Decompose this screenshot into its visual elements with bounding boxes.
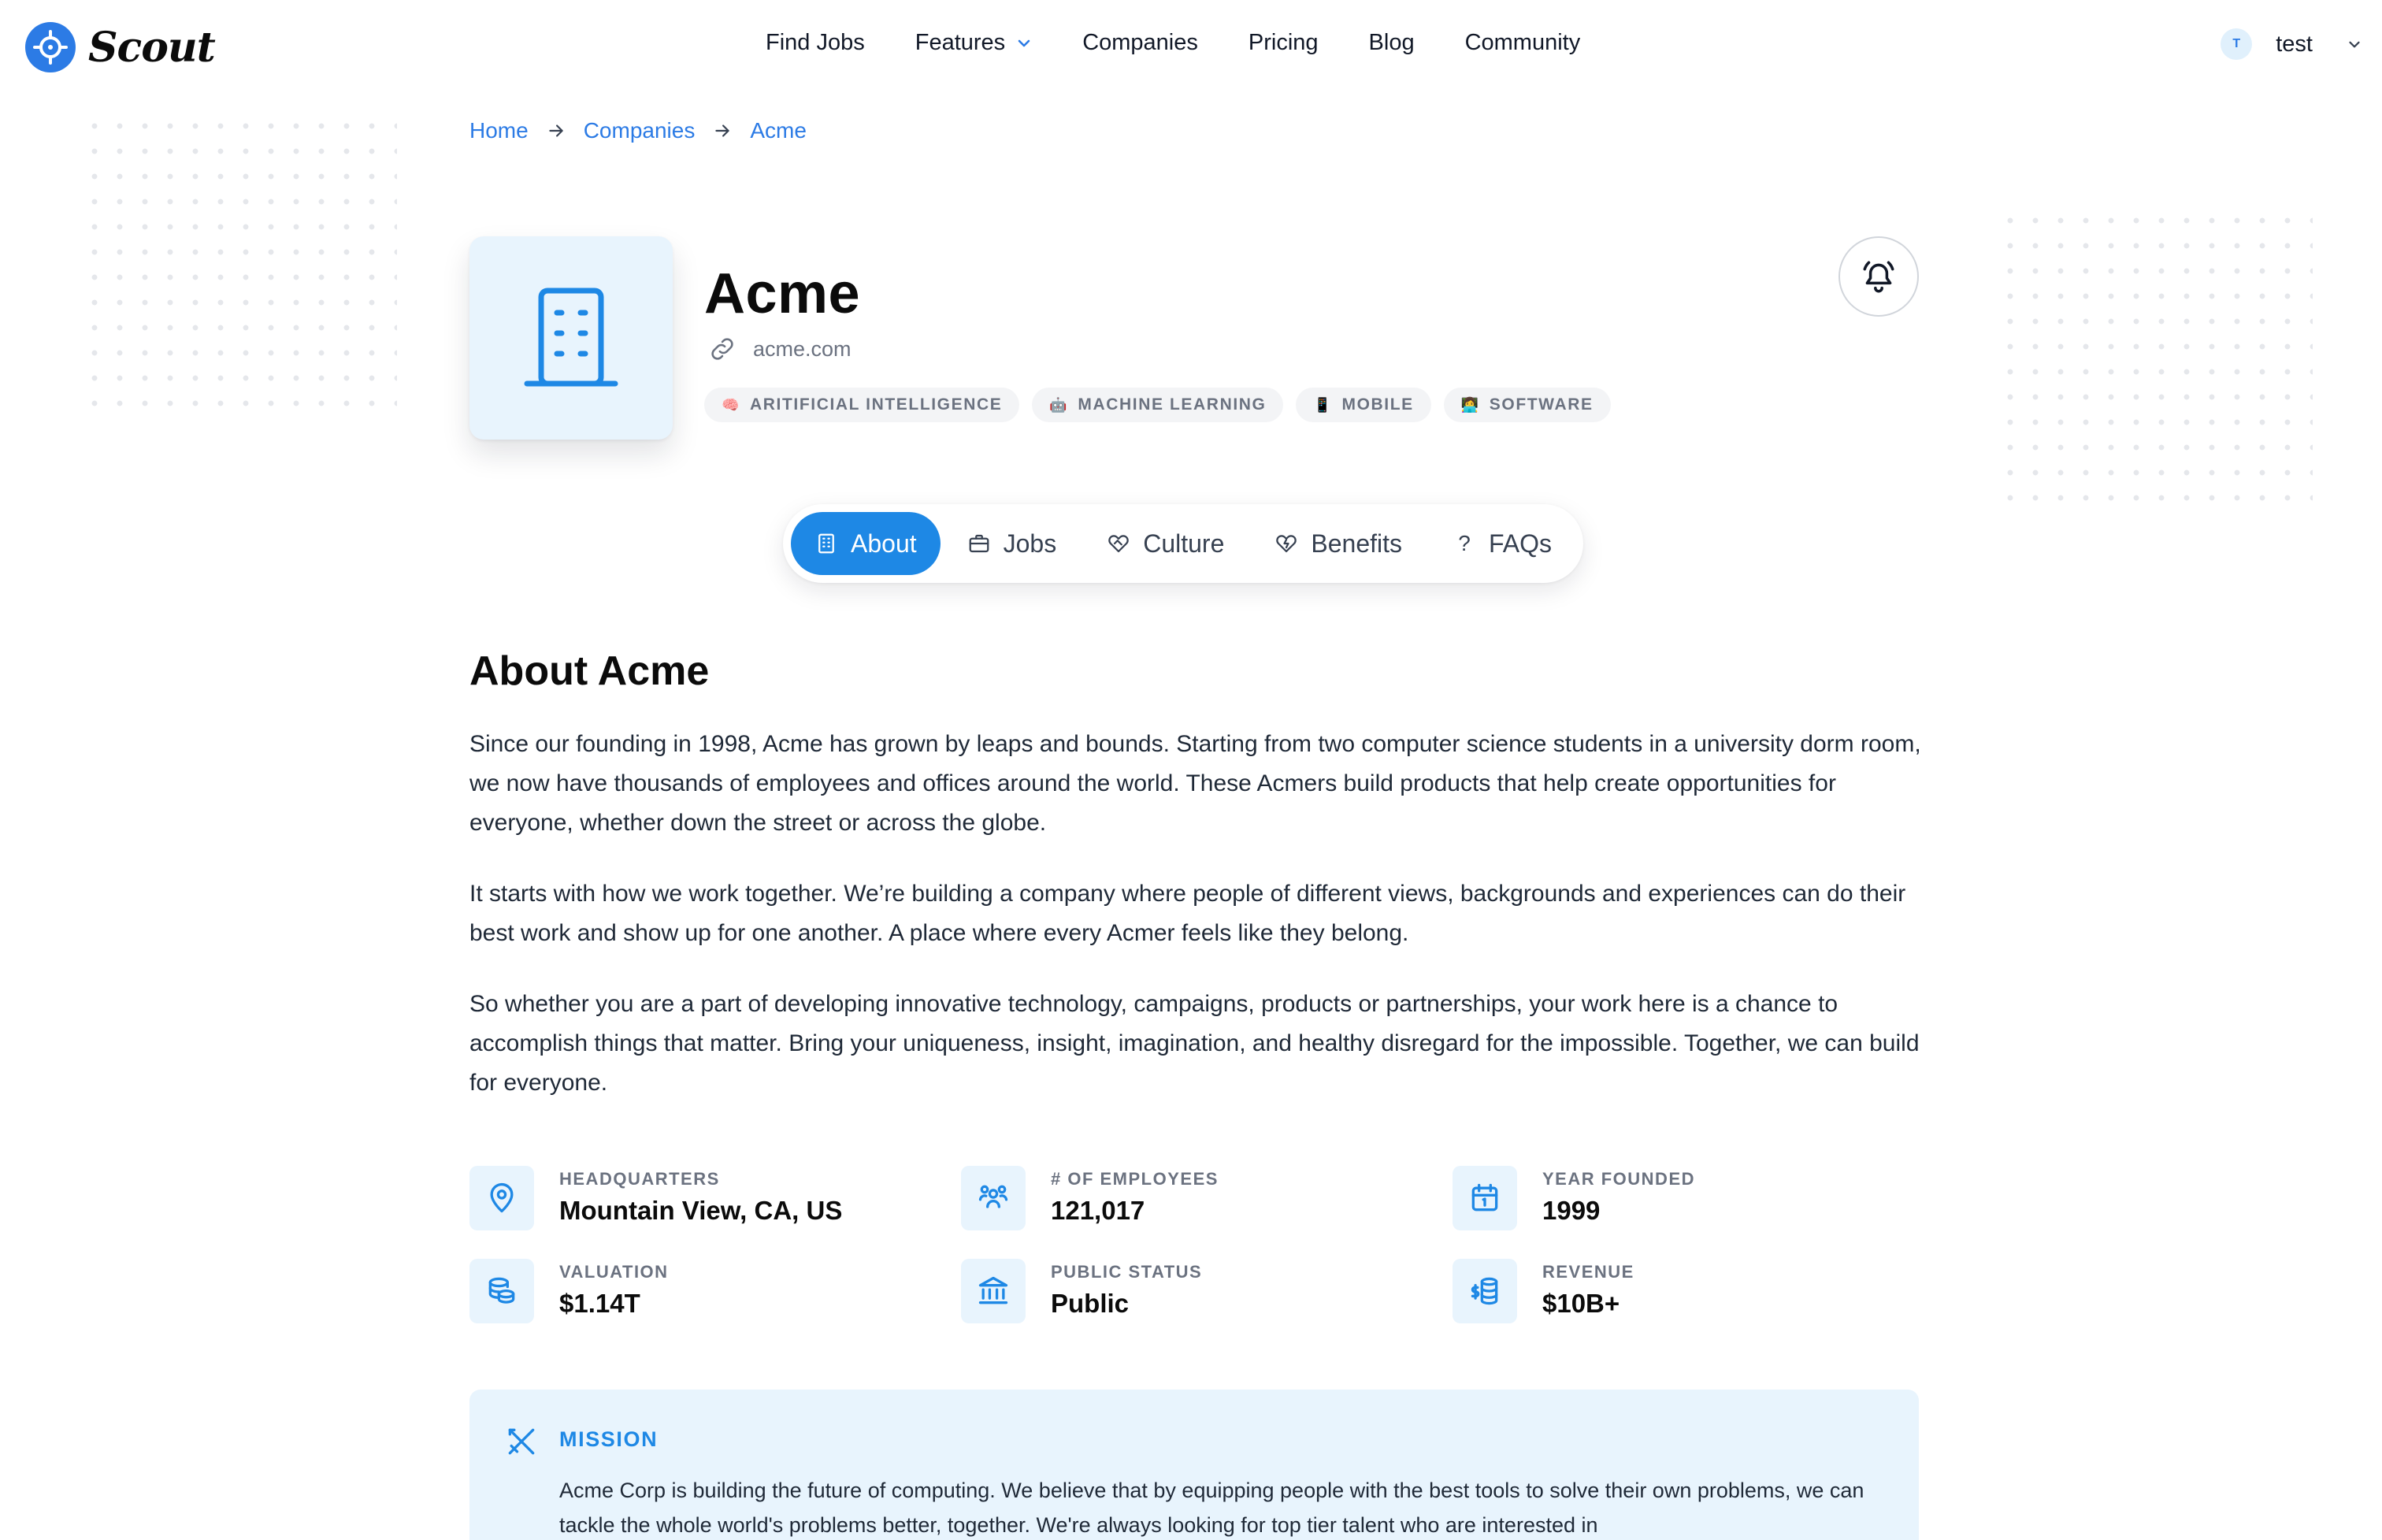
calendar-icon: [1453, 1166, 1517, 1230]
tab-benefits[interactable]: [1251, 512, 1426, 575]
stat-label: PUBLIC STATUS: [1051, 1262, 1203, 1282]
nav-blog[interactable]: [1369, 30, 1415, 56]
follow-alert-button[interactable]: [1838, 236, 1919, 317]
stat-revenue: [1453, 1259, 1634, 1323]
nav-blog-label: Blog: [1368, 30, 1415, 55]
stat-headquarters: [469, 1166, 842, 1230]
nav-features-label: Features: [915, 30, 1006, 55]
nav-pricing-label: Pricing: [1248, 30, 1319, 55]
mission-text: Acme Corp is building the future of computing. We believe that by equipping people with the best tools to solve their own problems, we can tackle the whole world's problems better, together. We're always looking for top tier talent who are interested in: [559, 1479, 1864, 1537]
tag-machine-learning[interactable]: [1032, 388, 1283, 422]
breadcrumb: [469, 118, 807, 143]
tag-artificial-intelligence[interactable]: [704, 388, 1019, 422]
tab-benefits-label: Benefits: [1311, 529, 1402, 558]
nav-companies-label: Companies: [1082, 30, 1198, 55]
breadcrumb-companies[interactable]: Companies: [583, 118, 696, 143]
tag-label: MOBILE: [1341, 395, 1414, 414]
nav-features[interactable]: [915, 30, 1032, 56]
about-title: About Acme: [469, 648, 710, 694]
brain-icon: 🧠: [722, 396, 741, 413]
user-menu[interactable]: [2221, 28, 2363, 60]
stat-label: REVENUE: [1542, 1262, 1634, 1282]
tag-mobile[interactable]: [1296, 388, 1430, 422]
breadcrumb-acme[interactable]: Acme: [750, 118, 807, 143]
link-icon: [707, 334, 737, 364]
tab-about[interactable]: [791, 512, 941, 575]
main-nav: [766, 30, 1580, 56]
bank-icon: [961, 1259, 1026, 1323]
stat-public-status: [961, 1259, 1202, 1323]
building-icon: [814, 532, 838, 555]
tag-label: ARITIFICIAL INTELLIGENCE: [750, 395, 1003, 414]
nav-community-label: Community: [1464, 30, 1581, 55]
mission-label: MISSION: [559, 1427, 659, 1451]
avatar: T: [2221, 28, 2252, 60]
breadcrumb-home[interactable]: Home: [469, 118, 529, 143]
nav-companies[interactable]: [1082, 30, 1198, 56]
tab-about-label: About: [851, 529, 917, 558]
stat-value: Mountain View, CA, US: [559, 1196, 843, 1225]
tab-faqs[interactable]: [1429, 512, 1575, 575]
mission-card: [469, 1390, 1919, 1540]
arrow-right-icon: [712, 121, 733, 141]
crosshair-icon: [25, 22, 76, 72]
company-website: acme.com: [753, 336, 852, 361]
about-paragraph: It starts with how we work together. We’re building a company where people of different views, backgrounds and experiences can do their best work and show up for one another. A place where every Acmer feels like they belong.: [469, 881, 1906, 946]
tab-jobs[interactable]: [944, 512, 1081, 575]
company-logo: [469, 236, 673, 440]
chevron-down-icon: [2346, 35, 2363, 53]
heart-handshake-icon: [1107, 532, 1130, 555]
nav-pricing[interactable]: [1249, 30, 1319, 56]
brand-logo[interactable]: [25, 22, 215, 72]
building-icon: [516, 283, 626, 393]
robot-icon: 🤖: [1049, 396, 1069, 413]
technologist-icon: 👩‍💻: [1460, 396, 1480, 413]
tag-label: SOFTWARE: [1489, 395, 1594, 414]
dot-pattern-right: [1998, 208, 2313, 520]
stat-label: HEADQUARTERS: [559, 1169, 720, 1189]
company-name: Acme: [704, 262, 861, 325]
arrow-right-icon: [546, 121, 566, 141]
nav-community[interactable]: [1465, 30, 1581, 56]
user-name: test: [2276, 31, 2313, 57]
stat-year-founded: [1453, 1166, 1695, 1230]
tab-faqs-label: FAQs: [1489, 529, 1553, 558]
target-arrow-icon: [504, 1424, 539, 1459]
question-icon: ?: [1458, 531, 1471, 555]
stat-value: $1.14T: [559, 1289, 640, 1318]
map-pin-icon: [469, 1166, 534, 1230]
tab-jobs-label: Jobs: [1003, 529, 1057, 558]
nav-find-jobs[interactable]: [766, 30, 865, 56]
stat-employees: [961, 1166, 1219, 1230]
top-nav: [0, 0, 2382, 96]
stat-value: $10B+: [1542, 1289, 1620, 1318]
company-website-link[interactable]: [707, 334, 852, 364]
tag-label: MACHINE LEARNING: [1078, 395, 1267, 414]
dollar-coins-icon: [1453, 1259, 1517, 1323]
nav-find-jobs-label: Find Jobs: [766, 30, 865, 55]
about-paragraph: So whether you are a part of developing innovative technology, campaigns, products or partnerships, your work here is a chance to accomplish things that matter. Bring your uniqueness, insight, imagination, and healthy disregard for the impossible. Together, we can build for everyone.: [469, 991, 1920, 1096]
brand-name: Scout: [88, 23, 215, 72]
stat-label: # OF EMPLOYEES: [1051, 1169, 1219, 1189]
dot-pattern-left: [82, 113, 397, 416]
stat-value: Public: [1051, 1289, 1130, 1318]
phone-icon: 📱: [1313, 396, 1333, 413]
stat-label: VALUATION: [559, 1262, 669, 1282]
heart-icon: [1274, 532, 1298, 555]
tab-culture[interactable]: [1083, 512, 1248, 575]
bell-icon: [1859, 257, 1898, 296]
about-paragraph: Since our founding in 1998, Acme has grown by leaps and bounds. Starting from two computer science students in a university dorm room, we now have thousands of employees and offices around the world. These Acmers build products that help create opportunities for everyone, whether down the street or across the globe.: [469, 731, 1921, 836]
chevron-down-icon: [1016, 35, 1032, 51]
company-tabs: [783, 504, 1583, 583]
stat-value: 121,017: [1051, 1196, 1145, 1225]
company-tags: [704, 388, 1611, 422]
tab-culture-label: Culture: [1143, 529, 1225, 558]
stat-label: YEAR FOUNDED: [1542, 1169, 1696, 1189]
tag-software[interactable]: [1444, 388, 1611, 422]
stat-value: 1999: [1542, 1196, 1601, 1225]
coins-icon: [469, 1259, 534, 1323]
users-icon: [961, 1166, 1026, 1230]
briefcase-icon: [967, 532, 991, 555]
stat-valuation: [469, 1259, 669, 1323]
